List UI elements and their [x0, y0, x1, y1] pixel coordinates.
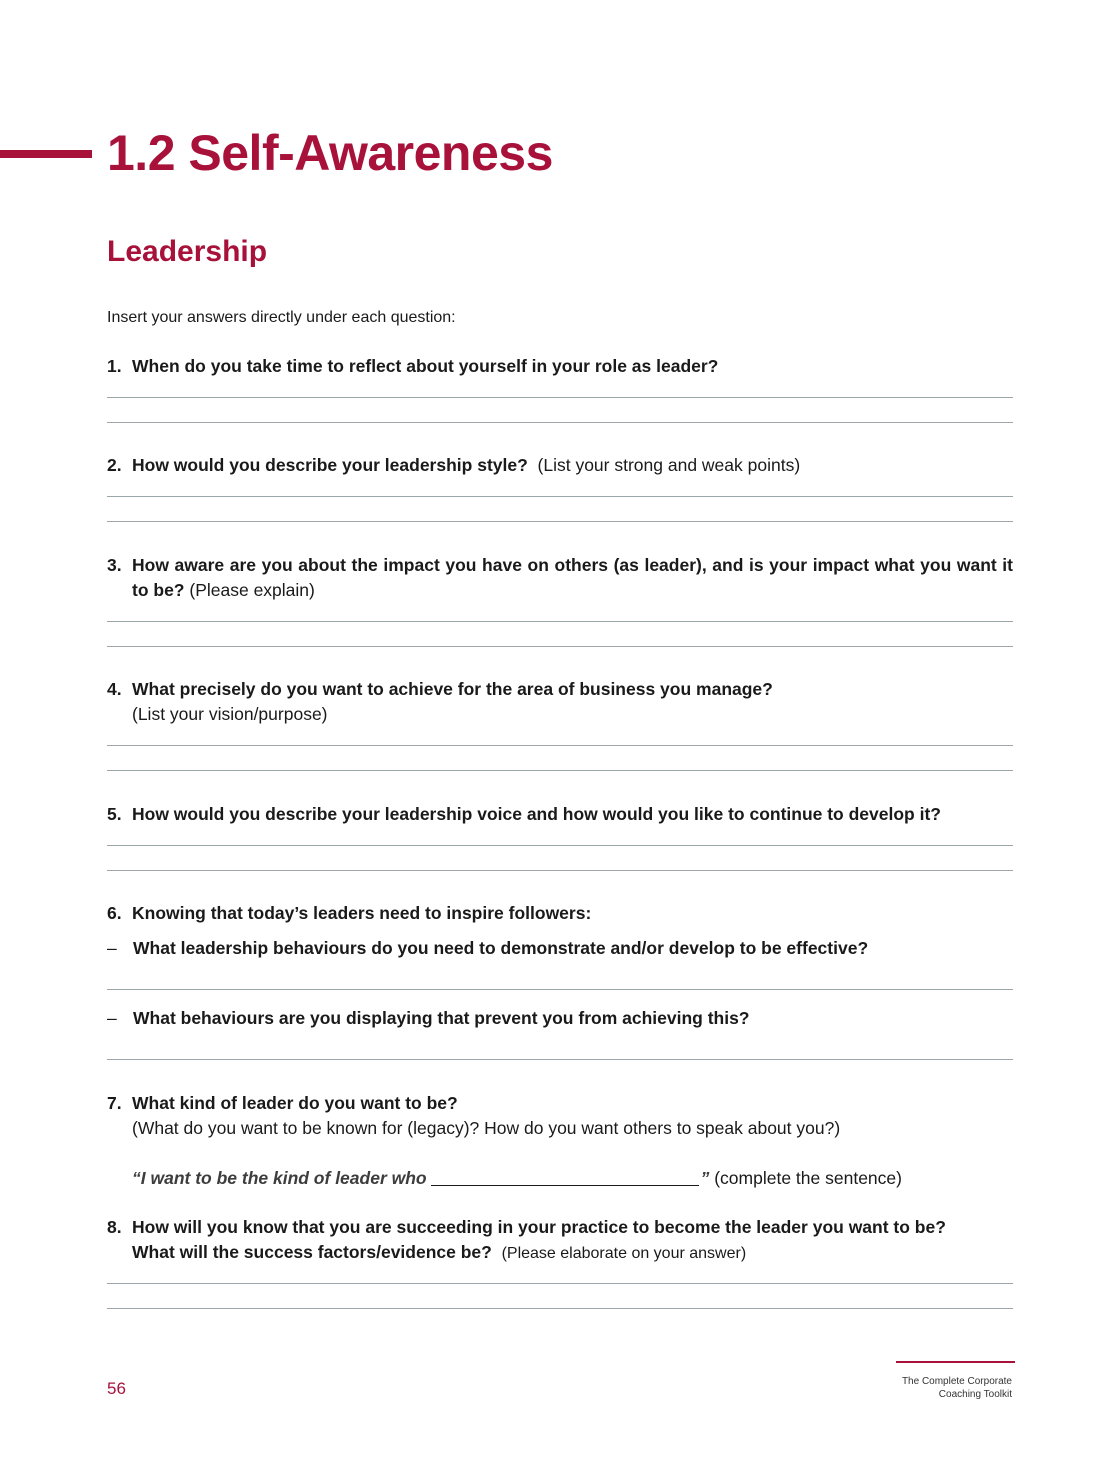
question-3 [107, 553, 1013, 603]
answer-line[interactable] [107, 989, 1013, 990]
answer-line[interactable] [107, 770, 1013, 771]
question-note: (List your strong and weak points) [537, 455, 801, 475]
question-number: 5. [107, 804, 122, 824]
dash-bullet: – [107, 938, 117, 958]
question-number: 1. [107, 356, 122, 376]
question-4 [107, 677, 1013, 727]
dash-bullet: – [107, 1008, 117, 1028]
answer-line[interactable] [107, 422, 1013, 423]
question-text: How aware are you about the impact you have on others (as leader), and is your impact what you want it to be? [132, 555, 1013, 600]
sub-question-1 [107, 936, 1013, 961]
sentence-start: “I want to be the kind of leader who [132, 1168, 427, 1188]
question-number: 8. [107, 1217, 122, 1237]
answer-line[interactable] [107, 621, 1013, 622]
question-8-continued [107, 1240, 1013, 1266]
sentence-end: ” [700, 1168, 710, 1188]
question-note: (Please elaborate on your answer) [501, 1245, 747, 1262]
question-text: What kind of leader do you want to be? [132, 1093, 458, 1113]
question-text: What precisely do you want to achieve for the area of business you manage? [132, 679, 773, 699]
answer-line[interactable] [107, 1283, 1013, 1284]
answer-line[interactable] [107, 397, 1013, 398]
answer-line[interactable] [107, 521, 1013, 522]
sentence-blank[interactable] [431, 1171, 699, 1186]
question-number: 6. [107, 903, 122, 923]
question-text: How will you know that you are succeeding in your practice to become the leader you want to be? [132, 1217, 946, 1237]
book-title-line: Coaching Toolkit [938, 1389, 1012, 1400]
instruction-text: Insert your answers directly under each question: [107, 309, 456, 326]
answer-line[interactable] [107, 1059, 1013, 1060]
answer-line[interactable] [107, 496, 1013, 497]
question-text: When do you take time to reflect about yourself in your role as leader? [132, 356, 719, 376]
answer-line[interactable] [107, 845, 1013, 846]
question-note: (List your vision/purpose) [132, 704, 328, 724]
question-number: 2. [107, 455, 122, 475]
sub-question-2 [107, 1006, 1013, 1031]
question-text: How would you describe your leadership voice and how would you like to continue to develop it? [132, 804, 941, 824]
question-note: (What do you want to be known for (legacy)? How do you want others to speak about you?) [132, 1118, 841, 1138]
answer-line[interactable] [107, 745, 1013, 746]
question-number: 4. [107, 679, 122, 699]
page-title: 1.2 Self-Awareness [107, 125, 553, 181]
question-text: How would you describe your leadership style? [132, 455, 528, 475]
question-7 [107, 1091, 1013, 1141]
answer-line[interactable] [107, 1308, 1013, 1309]
question-6 [107, 901, 1013, 926]
page-number: 56 [107, 1379, 126, 1398]
footer-accent-rule [896, 1361, 1015, 1363]
question-number: 3. [107, 555, 122, 575]
question-note: (Please explain) [189, 580, 315, 600]
sub-question-text: What leadership behaviours do you need to demonstrate and/or develop to be effective? [133, 938, 869, 958]
question-5 [107, 802, 1013, 827]
title-accent-bar [0, 150, 92, 158]
question-2 [107, 453, 1013, 478]
answer-line[interactable] [107, 646, 1013, 647]
sub-question-text: What behaviours are you displaying that prevent you from achieving this? [133, 1008, 750, 1028]
question-number: 7. [107, 1093, 122, 1113]
book-title [860, 1375, 1012, 1401]
answer-line[interactable] [107, 870, 1013, 871]
question-8 [107, 1215, 1013, 1240]
question-text: Knowing that today’s leaders need to inspire followers: [132, 903, 592, 923]
question-text: What will the success factors/evidence be? [132, 1242, 492, 1262]
sentence-note: (complete the sentence) [714, 1168, 902, 1188]
book-title-line: The Complete Corporate [901, 1376, 1012, 1387]
section-title: Leadership [107, 235, 268, 268]
question-1 [107, 354, 1013, 379]
complete-sentence [132, 1166, 902, 1191]
